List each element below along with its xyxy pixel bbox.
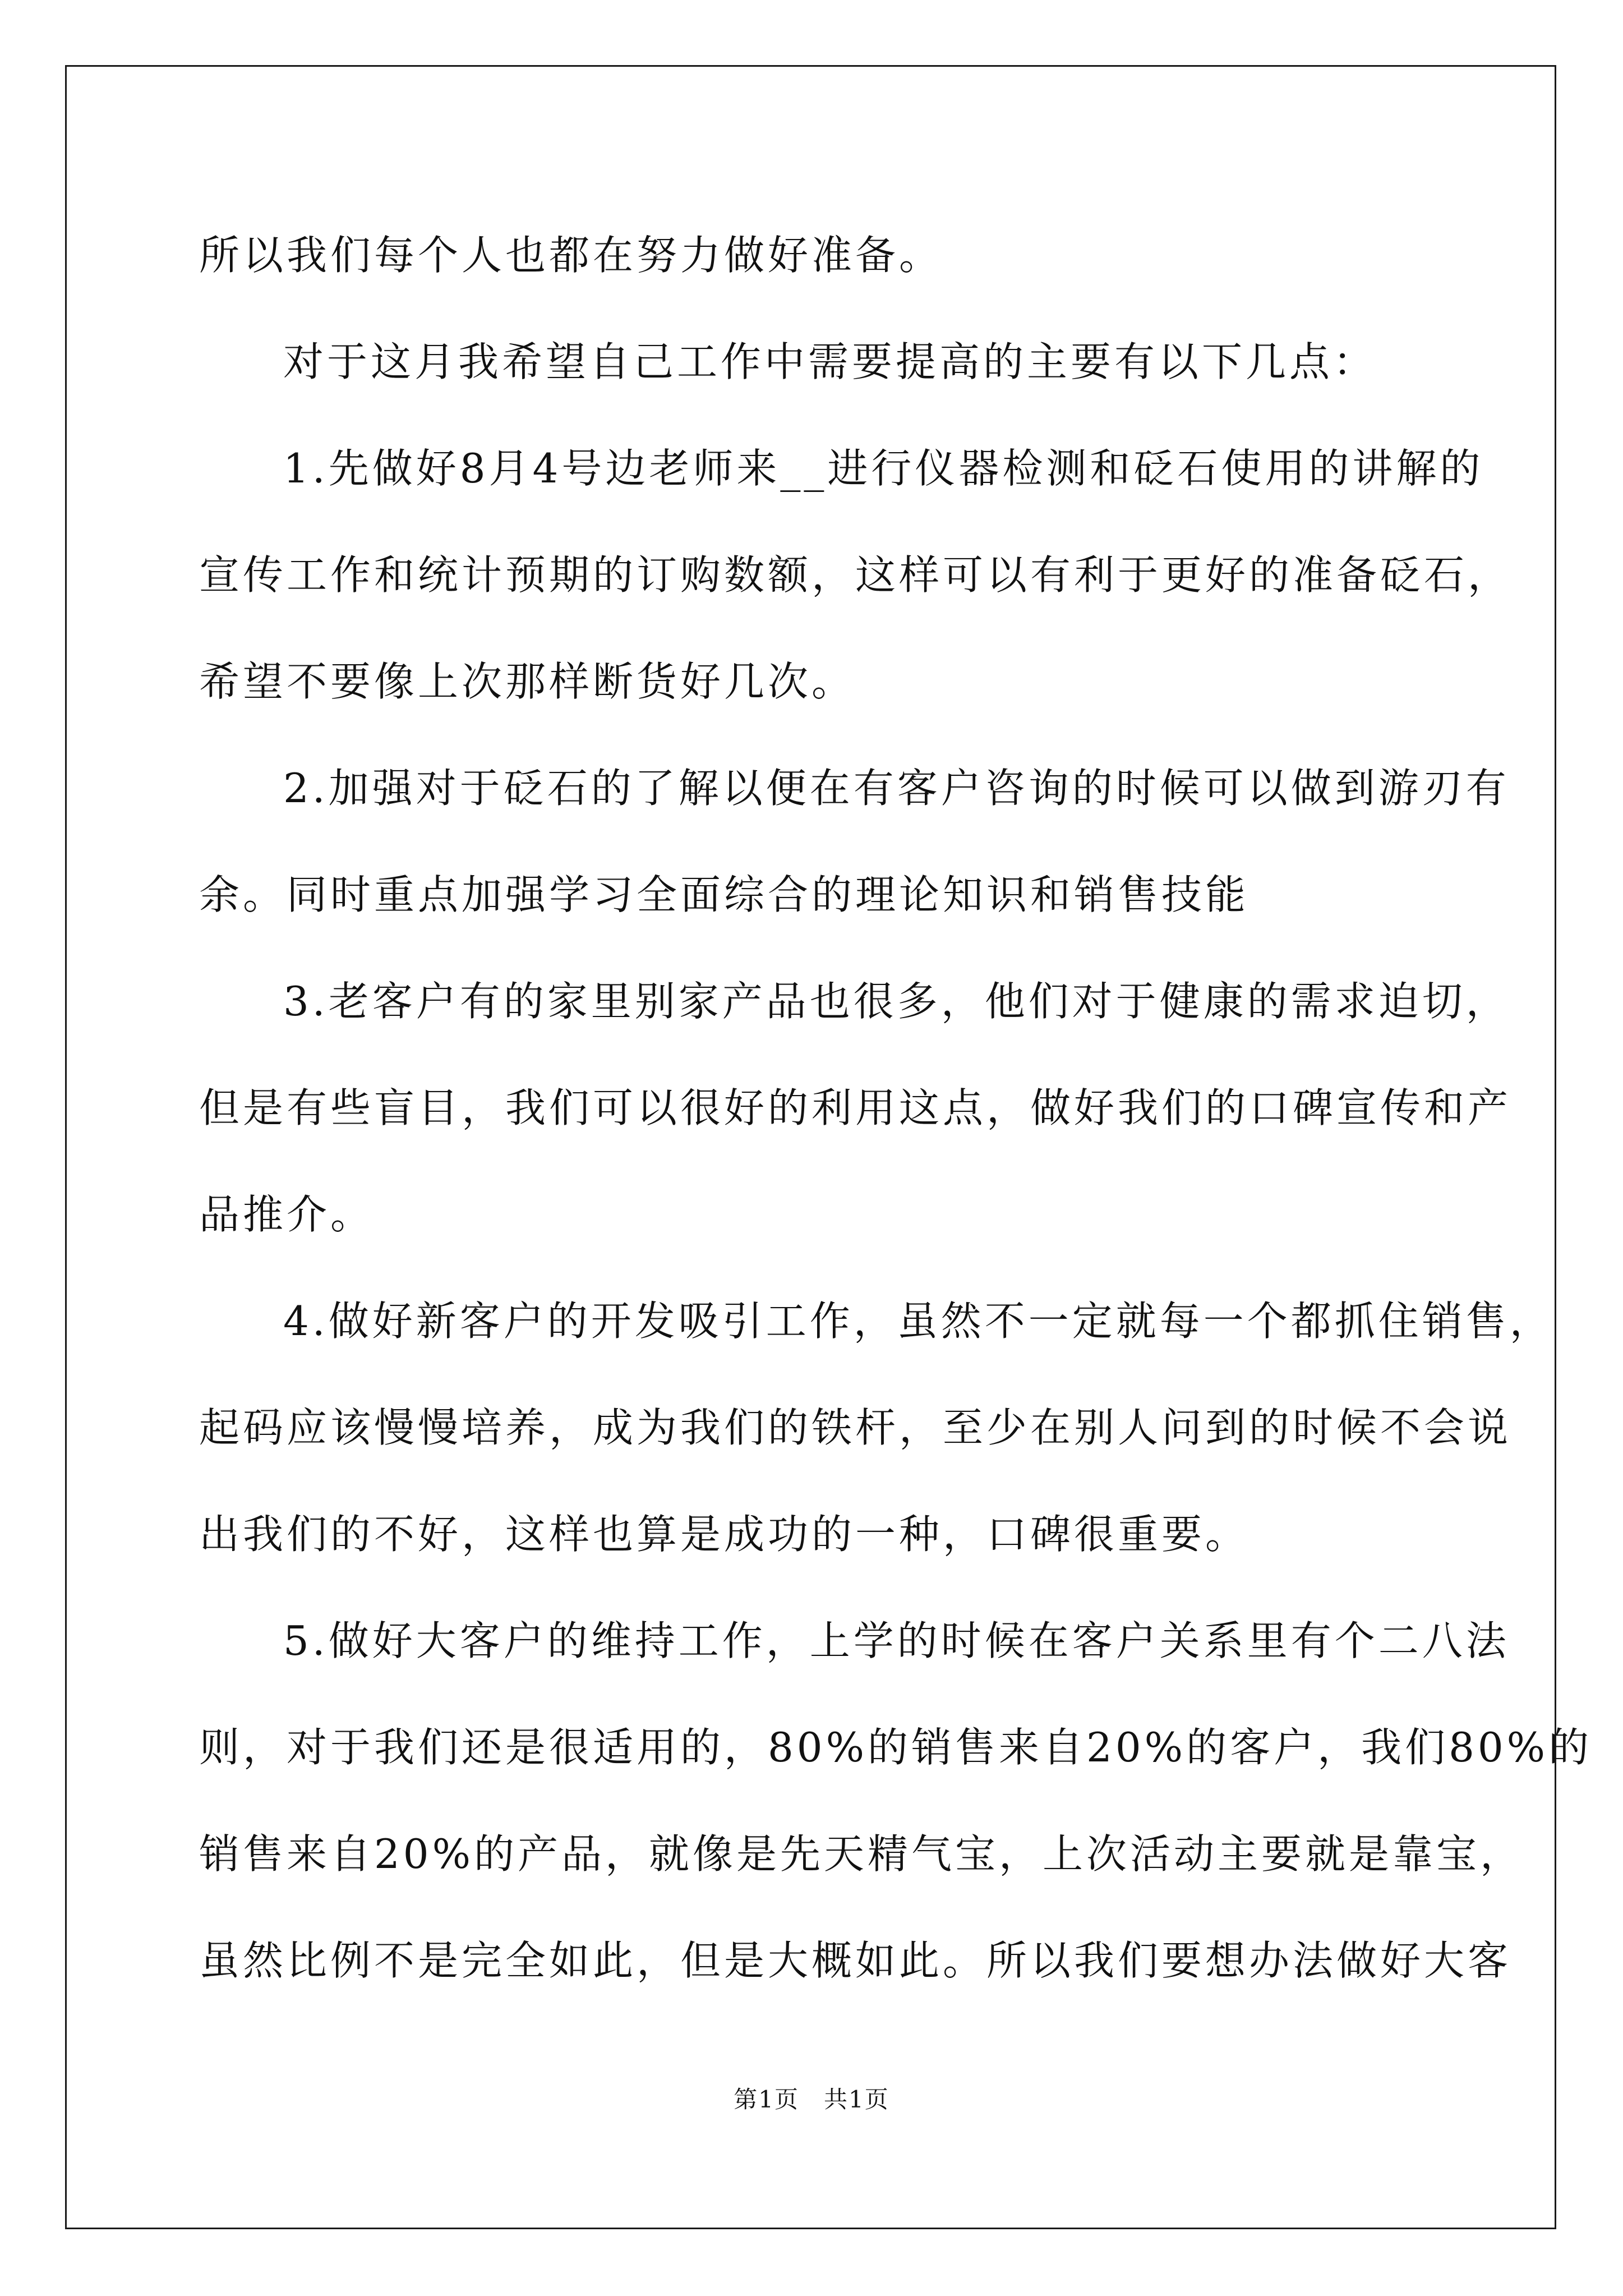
page-number-total: 共1页 [824,2086,889,2113]
text-line-10: 品推介。 [199,1191,375,1238]
document-body [199,202,1593,2014]
text-line-16: 销售来自20%的产品，就像是先天精气宝，上次活动主要就是靠宝， [199,1830,1524,1878]
text-line-5: 希望不要像上次那样断货好几次。 [199,658,856,705]
text-line-1: 所以我们每个人也都在努力做好准备。 [199,232,943,279]
text-line-14: 5.做好大客户的维持工作，上学的时候在客户关系里有个二八法 [283,1617,1510,1664]
text-line-2: 对于这月我希望自己工作中需要提高的主要有以下几点： [283,338,1377,385]
text-line-17: 虽然比例不是完全如此，但是大概如此。所以我们要想办法做好大客 [199,1937,1512,1984]
text-line-13: 出我们的不好，这样也算是成功的一种，口碑很重要。 [199,1511,1249,1558]
text-line-15: 则，对于我们还是很适用的，80%的销售来自20%的客户，我们80%的 [199,1724,1593,1771]
page-footer [0,2081,1623,2115]
text-line-12: 起码应该慢慢培养，成为我们的铁杆，至少在别人问到的时候不会说 [199,1404,1512,1451]
page-number-current: 第1页 [734,2086,799,2113]
text-line-6: 2.加强对于砭石的了解以便在有客户咨询的时候可以做到游刃有 [283,765,1510,812]
text-line-3: 1.先做好8月4号边老师来__进行仪器检测和砭石使用的讲解的 [283,445,1484,492]
text-line-11: 4.做好新客户的开发吸引工作，虽然不一定就每一个都抓住销售， [283,1297,1553,1345]
text-line-8: 3.老客户有的家里别家产品也很多，他们对于健康的需求迫切， [283,978,1510,1025]
text-line-9: 但是有些盲目，我们可以很好的利用这点，做好我们的口碑宣传和产 [199,1084,1512,1131]
text-line-4: 宣传工作和统计预期的订购数额，这样可以有利于更好的准备砭石， [199,551,1512,599]
text-line-7: 余。同时重点加强学习全面综合的理论知识和销售技能 [199,871,1249,918]
